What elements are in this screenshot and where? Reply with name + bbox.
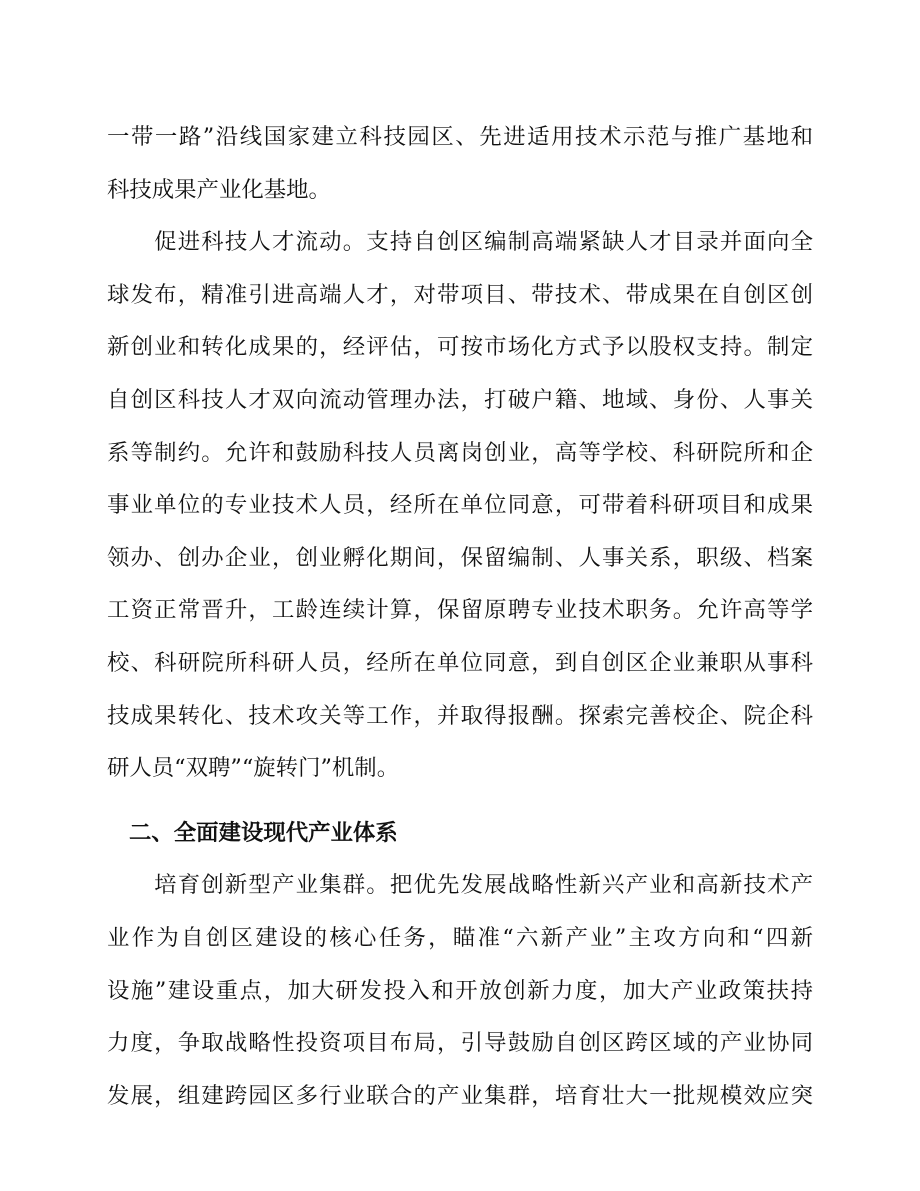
text-line: 业作为自创区建设的核心任务，瞄准“六新产业”主攻方向和“四新 — [107, 924, 813, 951]
text-line: 科技成果产业化基地。 — [107, 176, 331, 203]
text-line: 球发布，精准引进高端人才，对带项目、带技术、带成果在自创区创 — [107, 281, 813, 308]
paragraph-1 — [107, 114, 813, 219]
text-line: 校、科研院所科研人员，经所在单位同意，到自创区企业兼职从事科 — [107, 649, 813, 676]
text-line: 技成果转化、技术攻关等工作，并取得报酬。探索完善校企、院企科 — [107, 702, 813, 729]
text-line: 力度，争取战略性投资项目布局，引导鼓励自创区跨区域的产业协同 — [107, 1030, 813, 1057]
text-line: 培育创新型产业集群。把优先发展战略性新兴产业和高新技术产 — [107, 872, 813, 899]
text-line: 自创区科技人才双向流动管理办法，打破户籍、地域、身份、人事关 — [107, 386, 813, 413]
text-line: 系等制约。允许和鼓励科技人员离岗创业，高等学校、科研院所和企 — [107, 439, 813, 466]
text-line: 研人员“双聘”“旋转门”机制。 — [107, 755, 400, 782]
text-line: 新创业和转化成果的，经评估，可按市场化方式予以股权支持。制定 — [107, 334, 813, 361]
text-line: 设施”建设重点，加大研发投入和开放创新力度，加大产业政策扶持 — [107, 977, 813, 1004]
document-page — [107, 114, 813, 1125]
text-line: 事业单位的专业技术人员，经所在单位同意，可带着科研项目和成果 — [107, 492, 813, 519]
section-heading: 二、全面建设现代产业体系 — [129, 819, 398, 846]
paragraph-3 — [107, 862, 813, 1125]
text-line: 促进科技人才流动。支持自创区编制高端紧缺人才目录并面向全 — [107, 229, 813, 256]
text-line: 发展，组建跨园区多行业联合的产业集群，培育壮大一批规模效应突 — [107, 1082, 813, 1109]
text-line: 一带一路”沿线国家建立科技园区、先进适用技术示范与推广基地和 — [107, 124, 813, 150]
text-line: 领办、创办企业，创业孵化期间，保留编制、人事关系，职级、档案 — [107, 544, 813, 571]
paragraph-2 — [107, 219, 813, 798]
text-line: 工资正常晋升，工龄连续计算，保留原聘专业技术职务。允许高等学 — [107, 597, 813, 624]
